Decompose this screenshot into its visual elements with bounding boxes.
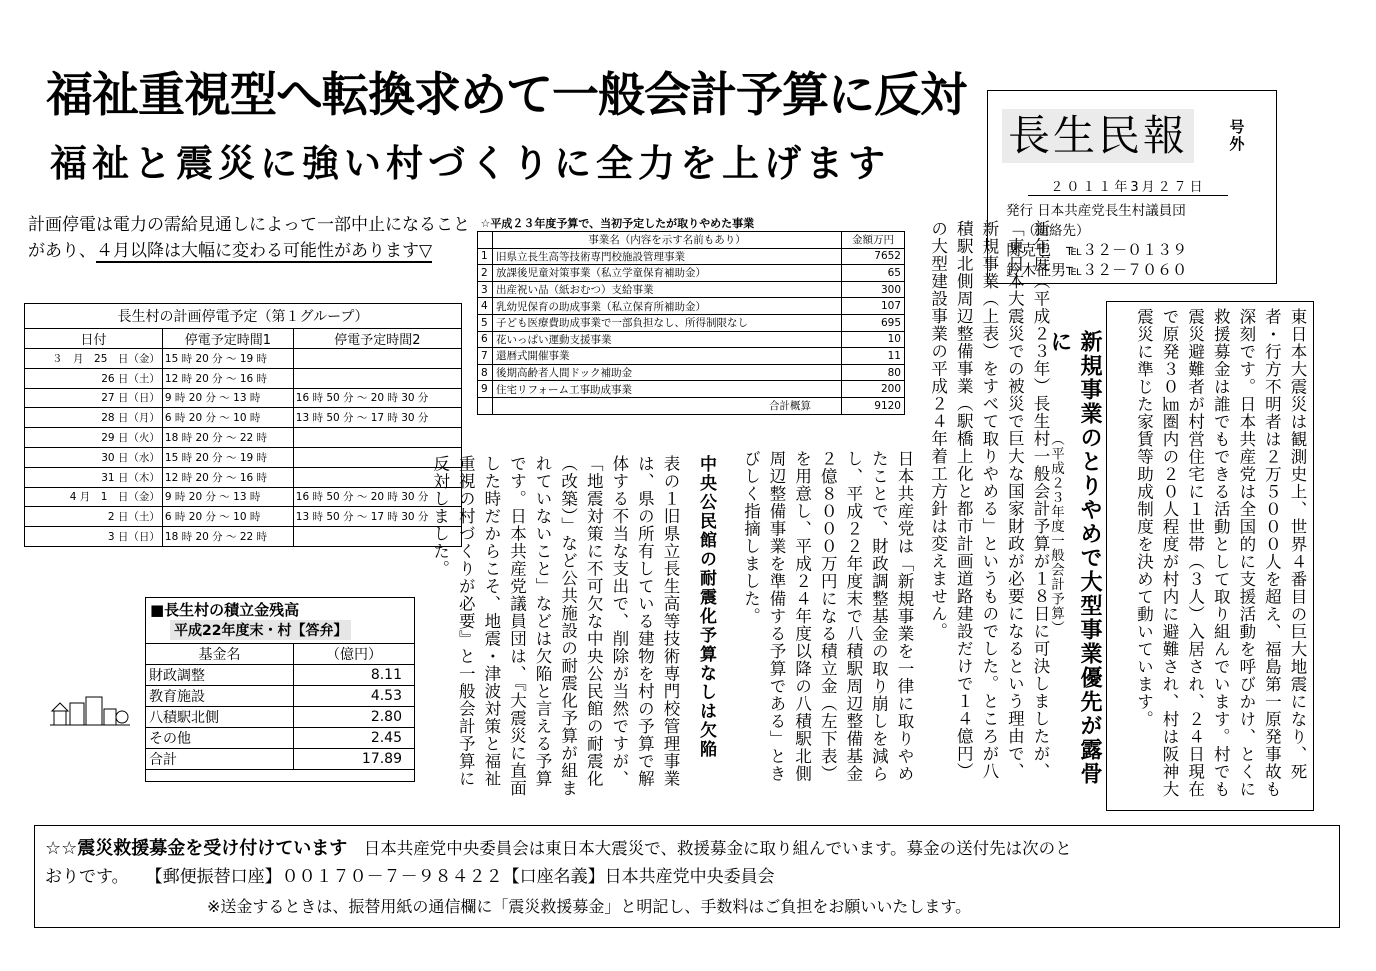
donation-note: ※送金するときは、振替用紙の通信欄に「震災救援募金」と明記し、手数料はご負担をお願いいたします。 [207,897,972,916]
schedule-row [25,507,462,527]
houses-illustration [50,693,130,729]
schedule-cell: 18 時 20 分 〜 22 時 [162,428,293,448]
project-number: 2 [478,265,493,282]
schedule-header: 停電予定時間1 [162,329,293,349]
schedule-cell: 18 時 20 分 〜 22 時 [162,527,293,547]
notice-text-1: 計画停電は電力の需給見通しによって一部中止になることがあり、 [28,215,470,261]
schedule-cell: 30 日（水） [25,447,163,467]
project-row [478,248,905,265]
earthquake-box-text: 東日本大震災は観測史上、世界４番目の巨大地震になり、死者・行方不明者は２万５０００人を超え、福島第一原発事故も深刻です。日本共産党は全国的に支援活動を呼びかけ、とくに救援募金は誰でもできる活動として取り組んでいます。村でも震災避難者が村営住宅に１世帯（３人）入居され、２４日現在で原発３０㎞圏内の２０人程度が村内に避難され、村は阪神大震災に準じた家賃等助成制度を決めて動いています。 [1134,308,1307,798]
fund-header-unit: （億円） [293,644,414,665]
fund-title: ■長生村の積立金残高 [150,601,300,619]
schedule-cell: 15 時 20 分 〜 19 時 [162,349,293,369]
issue-date: ２０１１年3月２７日 [1028,176,1228,196]
article-body-3: 表の１旧県立長生高等技術専門校管理事業は、県の所有している建物を村の予算で解体する不当な支出で、削除が当然ですが、「地震対策に不可欠な中央公民館の耐震化（改築）」など公共施設の耐震化予算が組まれていないこと」などは欠陥と言える予算です。日本共産党議員団は、『大震災に直面した時だからこそ、地震・津波対策と福祉重視の村づくりが必要』と一般会計予算に反対しました。 [430,455,680,797]
project-name: 還暦式開催事業 [493,348,842,365]
schedule-cell: ３ 月 25 日（金） [25,349,163,369]
donation-footer [34,825,1340,928]
project-amount: 300 [842,281,905,298]
fund-row [146,686,415,707]
project-row [478,265,905,282]
extra-edition-tag: 号外 [1229,118,1245,153]
blackout-schedule-table [24,303,462,547]
project-amount: 695 [842,314,905,331]
project-name: 後期高齢者人間ドック補助金 [493,364,842,381]
schedule-cell: 16 時 50 分 〜 20 時 30 分 [293,388,461,408]
project-amount: 7652 [842,248,905,265]
article-headline: 新規事業のとりやめで大型事業優先が露骨に [1047,330,1102,786]
schedule-cell: 29 日（火） [25,428,163,448]
project-row [478,381,905,398]
project-number: 6 [478,331,493,348]
blackout-notice [28,212,472,264]
donation-line-1: 日本共産党中央委員会は東日本大震災で、救援募金に取り組んでいます。募金の送付先は次のと [363,839,1072,858]
fund-name: 合計 [146,749,294,770]
projects-total-value: 9120 [842,397,905,414]
fund-subtitle: 平成22年度末・村【答弁】 [170,620,351,640]
contact-2: 鈴木征男℡３２－７０６０ [1006,261,1188,279]
schedule-row [25,428,462,448]
schedule-cell: 9 時 20 分 〜 13 時 [162,388,293,408]
projects-caption: ☆平成２３年度予算で、当初予定したが取りやめた事業 [480,217,755,230]
project-row [478,364,905,381]
article-subheadline: （平成２３年度一般会計予算） [1048,432,1064,635]
project-amount: 11 [842,348,905,365]
main-headline: 福祉重視型へ転換求めて一般会計予算に反対 [46,68,966,123]
schedule-row [25,447,462,467]
project-amount: 10 [842,331,905,348]
donation-title: ☆☆震災救援募金を受け付けています [45,838,348,859]
schedule-cell [293,349,461,369]
schedule-cell: 16 時 50 分 〜 20 時 30 分 [293,487,461,507]
contact-label: （連絡先） [1022,223,1090,239]
donation-account: 【郵便振替口座】００１７０－７－９８４２２【口座名義】日本共産党中央委員会 [154,867,775,887]
schedule-cell: 28 日（月） [25,408,163,428]
schedule-cell: 31 日（木） [25,467,163,487]
schedule-cell [293,428,461,448]
fund-value: 2.45 [293,728,414,749]
schedule-cell: 13 時 50 分 〜 17 時 30 分 [293,408,461,428]
project-amount: 200 [842,381,905,398]
project-number: 5 [478,314,493,331]
donation-line-2a: おりです。 [45,867,121,887]
schedule-cell [293,368,461,388]
section-headline: 中央公民館の耐震化予算なしは欠陥 [696,455,716,759]
project-number: 3 [478,281,493,298]
sub-headline: 福祉と震災に強い村づくりに全力を上げます [50,142,890,185]
project-amount: 107 [842,298,905,315]
project-name: 旧県立長生高等技術専門校施設管理事業 [493,248,842,265]
schedule-cell: 3 日（日） [25,527,163,547]
project-number: 1 [478,248,493,265]
schedule-cell: 15 時 20 分 〜 19 時 [162,447,293,467]
project-number: 7 [478,348,493,365]
fund-row [146,707,415,728]
schedule-row [25,349,462,369]
schedule-cell: 12 時 20 分 〜 16 時 [162,467,293,487]
project-name: 住宅リフォーム工事助成事業 [493,381,842,398]
newspaper-title: 長生民報 [1002,109,1194,163]
project-row [478,281,905,298]
schedule-row [25,408,462,428]
cancelled-projects-table [477,215,905,415]
fund-name: その他 [146,728,294,749]
project-name: 子ども医療費助成事業で一部負担なし、所得制限なし [493,314,842,331]
schedule-cell: 6 時 20 分 〜 10 時 [162,408,293,428]
schedule-row [25,487,462,507]
project-name: 花いっぱい運動支援事業 [493,331,842,348]
fund-row [146,665,415,686]
project-amount: 80 [842,364,905,381]
project-row [478,298,905,315]
schedule-row [25,527,462,547]
schedule-cell: 4 月 1 日（金） [25,487,163,507]
project-row [478,331,905,348]
projects-header-amount: 金額万円 [842,232,905,249]
project-number: 8 [478,364,493,381]
schedule-cell: 6 時 20 分 〜 10 時 [162,507,293,527]
fund-value: 8.11 [293,665,414,686]
schedule-header: 日付 [25,329,163,349]
fund-value: 17.89 [293,749,414,770]
article-body-2: 日本共産党は「新規事業を一律に取りやめたことで、財政調整基金の取り崩しを減らし、平成２２年度末で八積駅周辺整備基金２億８０００万円になる積立金（左下表）を用意し、平成２４年度以降の八積駅北側周辺整備事業を準備する予算である」ときびしく指摘しました。 [741,450,914,783]
project-name: 乳幼児保育の助成事業（私立保育所補助金） [493,298,842,315]
schedule-row [25,467,462,487]
schedule-cell: 27 日（日） [25,388,163,408]
schedule-header: 停電予定時間2 [293,329,461,349]
fund-row [146,749,415,770]
project-row [478,348,905,365]
project-number: 9 [478,381,493,398]
publisher: 発行 日本共産党長生村議員団 [1006,203,1186,219]
fund-name: 財政調整 [146,665,294,686]
schedule-cell: 2 日（土） [25,507,163,527]
schedule-row [25,388,462,408]
schedule-row [25,368,462,388]
schedule-cell: 26 日（土） [25,368,163,388]
notice-text-2: ４月以降は大幅に変わる可能性があります▽ [96,241,433,261]
schedule-title: 長生村の計画停電予定（第１グループ） [25,304,462,329]
project-number: 4 [478,298,493,315]
fund-table [145,643,415,770]
fund-row [146,728,415,749]
schedule-cell: 12 時 20 分 〜 16 時 [162,368,293,388]
project-name: 放課後児童対策事業（私立学童保育補助金） [493,265,842,282]
project-row [478,314,905,331]
fund-header-name: 基金名 [146,644,294,665]
fund-value: 2.80 [293,707,414,728]
schedule-cell: 13 時 50 分 〜 17 時 30 分 [293,507,461,527]
projects-total-label: 合計概算 [493,397,842,414]
fund-value: 4.53 [293,686,414,707]
article-body-1: 新年度（平成２３年）長生村一般会計予算が１８日に可決しましたが、「東日本大震災での被災で巨大な国家財政が必要になるという理由で、新規事業（上表）をすべて取りやめる」というものでした。ところが八積駅北側周辺整備事業（駅橋上化と都市計画道路建設だけで１４億円）の大型建設事業の平成２４年着工方針は変えません。 [928,220,1050,780]
fund-name: 八積駅北側 [146,707,294,728]
schedule-cell: 9 時 20 分 〜 13 時 [162,487,293,507]
project-name: 出産祝い品（紙おむつ）支給事業 [493,281,842,298]
project-amount: 65 [842,265,905,282]
projects-header-name: 事業名（内容を示す名前もあり） [493,232,842,249]
contact-1: 関克也 ℡３２－０１３９ [1006,241,1188,259]
fund-name: 教育施設 [146,686,294,707]
